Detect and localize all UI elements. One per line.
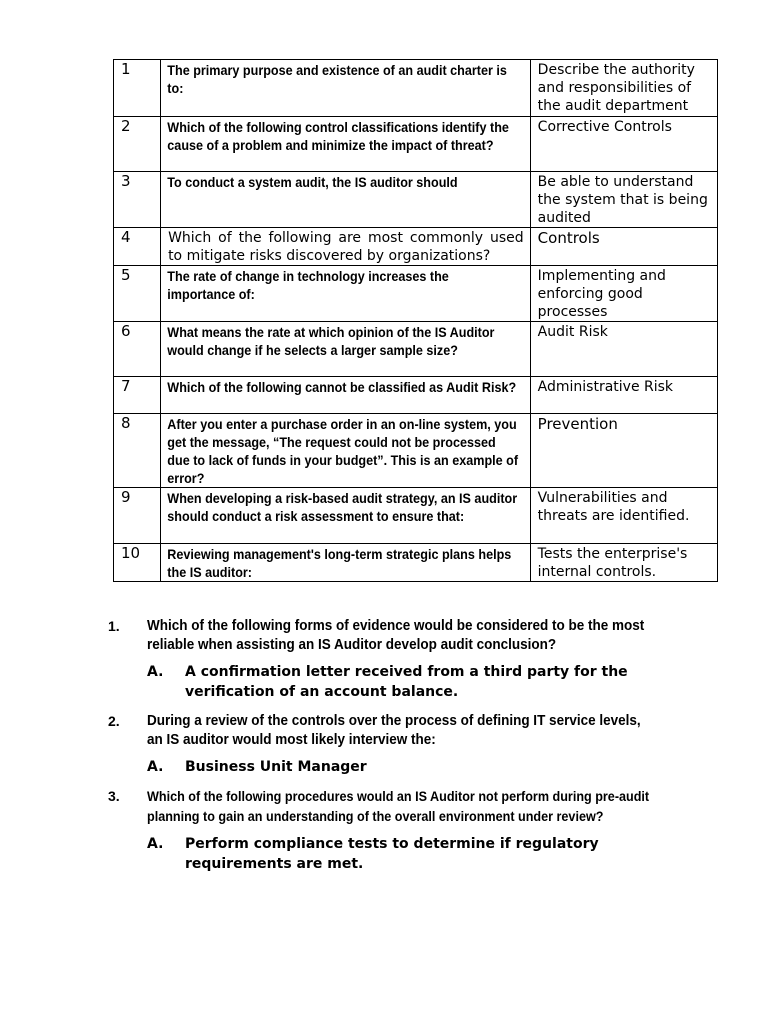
- row-number: 10: [121, 544, 141, 562]
- row-number-cell: [114, 117, 161, 172]
- question-text: What means the rate at which opinion of the IS Auditor would change if he selects a larger sample size?: [167, 324, 495, 358]
- answer-text: Perform compliance tests to determine if regulatory requirements are met.: [185, 836, 599, 872]
- answer-text: Administrative Risk: [537, 379, 674, 395]
- answer-text: Prevention: [537, 415, 618, 433]
- question-cell: [161, 228, 531, 266]
- answer-text: Describe the authority and responsibilities of the audit department: [537, 62, 695, 114]
- question-cell: [161, 377, 531, 414]
- answer-cell: [530, 228, 717, 266]
- table-row: [114, 322, 718, 377]
- row-number-cell: [114, 377, 161, 414]
- answer-cell: [530, 172, 717, 228]
- question-text: The primary purpose and existence of an audit charter is to:: [167, 62, 507, 96]
- question-text: The rate of change in technology increases the importance of:: [167, 268, 449, 302]
- question-text: After you enter a purchase order in an on-line system, you get the message, “The request could not be processed due to lack of funds in your budget”. This is an example of error?: [167, 416, 519, 486]
- answer-cell: [530, 544, 717, 582]
- table-row: [114, 266, 718, 322]
- row-number-cell: [114, 228, 161, 266]
- answer: [147, 662, 668, 702]
- row-number-cell: [114, 414, 161, 488]
- question-number: 1.: [108, 618, 120, 634]
- answer-cell: [530, 60, 717, 117]
- list-item: [108, 711, 668, 777]
- answer-text: Be able to understand the system that is being audited: [537, 174, 708, 226]
- row-number: 7: [121, 377, 131, 395]
- row-number-cell: [114, 488, 161, 544]
- answer-text: Corrective Controls: [537, 119, 672, 135]
- question-text: Reviewing management's long-term strategic plans helps the IS auditor:: [167, 546, 512, 580]
- answer: [147, 834, 668, 874]
- table-row: [114, 228, 718, 266]
- question-cell: [161, 414, 531, 488]
- row-number: 1: [121, 60, 131, 78]
- row-number: 6: [121, 322, 131, 340]
- answer-letter: A.: [147, 836, 164, 852]
- row-number-cell: [114, 322, 161, 377]
- row-number: 8: [121, 414, 131, 432]
- table-row: [114, 414, 718, 488]
- question-text: When developing a risk-based audit strategy, an IS auditor should conduct a risk assessment to ensure that:: [167, 490, 518, 524]
- row-number: 9: [121, 488, 131, 506]
- question-cell: [161, 117, 531, 172]
- question-text: During a review of the controls over the process of defining IT service levels, an IS auditor would most likely interview the:: [147, 712, 641, 748]
- answer-letter: A.: [147, 759, 164, 775]
- answer-cell: [530, 117, 717, 172]
- answer-cell: [530, 266, 717, 322]
- answer-text: Vulnerabilities and threats are identified.: [537, 490, 690, 524]
- row-number-cell: [114, 172, 161, 228]
- question-number: 2.: [108, 713, 120, 729]
- row-number: 4: [121, 228, 131, 246]
- answer-cell: [530, 488, 717, 544]
- answer-cell: [530, 322, 717, 377]
- table-row: [114, 377, 718, 414]
- question-cell: [161, 60, 531, 117]
- answer-text: Audit Risk: [537, 324, 608, 340]
- question-list: [108, 616, 668, 883]
- question-cell: [161, 322, 531, 377]
- answer-text: Implementing and enforcing good processes: [537, 268, 666, 320]
- answer-text: Business Unit Manager: [185, 759, 367, 775]
- answer: [147, 757, 668, 777]
- table-row: [114, 544, 718, 582]
- table-row: [114, 172, 718, 228]
- answer-text: A confirmation letter received from a third party for the verification of an account balance.: [185, 664, 628, 700]
- table-row: [114, 60, 718, 117]
- row-number-cell: [114, 60, 161, 117]
- answer-text: Tests the enterprise's internal controls.: [537, 546, 688, 580]
- table-row: [114, 117, 718, 172]
- row-number-cell: [114, 544, 161, 582]
- question-number: 3.: [108, 788, 120, 804]
- answer-cell: [530, 414, 717, 488]
- question-text: Which of the following are most commonly used to mitigate risks discovered by organizations?: [168, 230, 524, 264]
- question-text: Which of the following cannot be classified as Audit Risk?: [167, 379, 517, 395]
- row-number: 5: [121, 266, 131, 284]
- table-row: [114, 488, 718, 544]
- row-number: 2: [121, 117, 131, 135]
- answer-text: Controls: [537, 229, 600, 247]
- qa-table: [113, 59, 718, 582]
- question-text: Which of the following control classifications identify the cause of a problem and minimize the impact of threat?: [167, 119, 509, 153]
- list-item: [108, 786, 668, 874]
- answer-cell: [530, 377, 717, 414]
- question-text: Which of the following forms of evidence would be considered to be the most reliable when assisting an IS Auditor develop audit conclusion?: [147, 617, 645, 653]
- question-cell: [161, 266, 531, 322]
- row-number-cell: [114, 266, 161, 322]
- question-cell: [161, 488, 531, 544]
- list-item: [108, 616, 668, 702]
- question-text: Which of the following procedures would an IS Auditor not perform during pre-audit planning to gain an understanding of the overall environment under review?: [147, 788, 650, 824]
- question-text: To conduct a system audit, the IS auditor should: [167, 174, 458, 190]
- question-cell: [161, 172, 531, 228]
- row-number: 3: [121, 172, 131, 190]
- question-cell: [161, 544, 531, 582]
- answer-letter: A.: [147, 664, 164, 680]
